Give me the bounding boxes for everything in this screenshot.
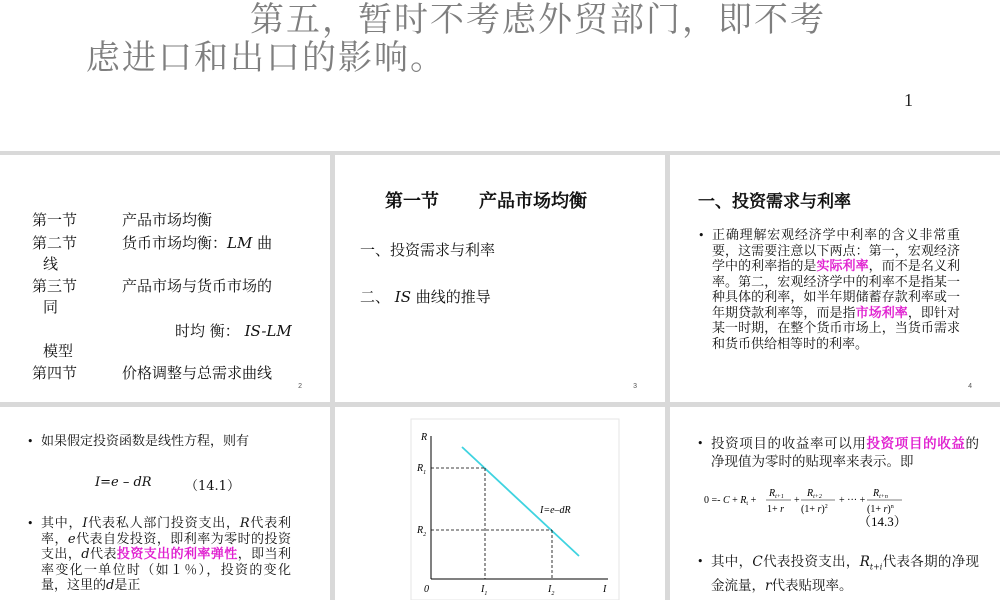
equation-number: （14.3） (858, 514, 907, 529)
para-text: 代表投资支出， (762, 554, 860, 570)
toc-text: 曲 (257, 234, 273, 252)
para-text: 代表私人部门投资支出， (87, 516, 240, 531)
toc-cont: 线 (43, 255, 59, 273)
slide-title (385, 187, 587, 213)
toc-text: 产品市场与货币市场的 (122, 277, 273, 295)
toc-row (32, 363, 273, 384)
npv-formula (670, 482, 1000, 542)
para-text: 代表贴现率。 (771, 577, 853, 594)
highlight-text: 投资项目的收益 (866, 436, 966, 452)
r1-label: $R_1$ (417, 463, 427, 476)
para-text: 代表自发投资，即利率为零时的投资支出， (41, 531, 291, 562)
toc-row (32, 276, 273, 297)
para-math: e (67, 531, 76, 547)
para-text: 其中， (711, 554, 753, 570)
svg-text:(1+ r)2: $(1+ r)^2$ (801, 504, 828, 515)
slide-title: 一、投资需求与利率 (698, 192, 851, 212)
para-text: 其中， (41, 516, 83, 531)
i2-label: $I_2$ (548, 584, 555, 597)
para-text: ，即当利率变化一单位时（如１％），投资的变化量，这里的 (41, 547, 291, 593)
para-math: I (82, 516, 88, 531)
title-text: 产品市场均衡 (479, 191, 587, 212)
item-text: 二、 (360, 288, 391, 306)
svg-text:Rt+2: $R_{t+2}$ (807, 488, 822, 500)
item-math: IS (394, 288, 411, 306)
para-text: ，即针对某一时期，在整个货币市场上，当货币需求和货币供给相等时的利率。 (712, 305, 960, 352)
para-text: 代表利率， (41, 516, 291, 547)
toc-text: 产品市场均衡 (122, 211, 213, 229)
x-axis-label: I (603, 584, 607, 595)
para-text: 是正 (114, 578, 141, 593)
svg-text:1+ r: 1+ r (767, 504, 785, 515)
origin-label: 0 (424, 584, 429, 595)
toc-math: LM (227, 234, 253, 252)
toc-text: 时均 衡： (175, 322, 240, 340)
toc-text: 货币市场均衡： (122, 234, 228, 252)
svg-text:Rt+1: $R_{t+1}$ (769, 488, 784, 500)
outline-item: 一、投资需求与利率 (360, 241, 496, 259)
bullet-paragraph (711, 435, 979, 471)
highlight-text: 投资支出的利率弹性 (116, 547, 238, 562)
slide-thumbnail-6[interactable] (335, 407, 665, 600)
toc-section: 第三节 (32, 277, 78, 295)
bullet-paragraph: • 如果假定投资函数是线性方程，则有 (41, 434, 301, 450)
toc-cont: 同 (43, 298, 59, 316)
toc-math: IS-LM (244, 322, 292, 340)
title-section: 第一节 (385, 191, 439, 212)
toc-cont: 模型 (43, 342, 74, 360)
line-label: I=e–dR (540, 505, 571, 516)
para-math: d (81, 547, 90, 562)
svg-text:(1+ r)n: $(1+ r)^n$ (867, 504, 894, 515)
svg-text:Rt+n: $R_{t+n}$ (873, 488, 888, 500)
page-number: 1 (904, 90, 913, 110)
toc-cont (175, 321, 292, 342)
para-text: 的净现值为零时的贴现率来表示。即 (711, 436, 980, 470)
slide-text-line: 虑进口和出口的影响。 (86, 38, 446, 78)
slide-text-line: 第五，暂时不考虑外贸部门，即不考 (250, 0, 826, 40)
equation-number: （14.1） (185, 479, 240, 494)
highlight-text: 市场利率 (855, 305, 908, 321)
para-math: R (239, 516, 250, 531)
y-axis-label: R (421, 432, 428, 443)
bullet-paragraph (712, 228, 960, 352)
equation (95, 475, 152, 490)
bullet-paragraph (41, 516, 291, 594)
slide-thumbnail-4[interactable] (670, 155, 1000, 402)
toc-section: 第四节 (32, 364, 78, 382)
top-slide (0, 0, 1000, 151)
para-math: r (765, 577, 772, 594)
para-sub: t+i (869, 562, 883, 572)
svg-text:+: + (794, 495, 800, 506)
item-text: 曲线的推导 (415, 288, 491, 306)
investment-diagram (335, 407, 665, 600)
page-number: 2 (298, 383, 302, 390)
para-math: C (752, 554, 763, 570)
equation-text: I=e – dR (95, 475, 152, 490)
para-text: 代表各期的净现金流量， (711, 554, 980, 594)
toc-section: 第一节 (32, 211, 78, 229)
slide-thumbnail-5[interactable] (0, 407, 330, 600)
diagram-frame (411, 419, 619, 600)
outline-item (360, 286, 491, 307)
svg-text:+ ··· +: + ··· + (839, 495, 866, 506)
para-text: 投资项目的收益率可以用 (711, 436, 867, 452)
toc-row (32, 210, 213, 231)
toc-row (32, 233, 273, 254)
page-number: 3 (633, 383, 637, 390)
para-text: ，而不是名义利率。第二，宏观经济学中的利率不是指某一种具体的利率，如半年期储蓄存款利率或一年期贷款利率等，而是指 (712, 259, 960, 321)
i1-label: $I_1$ (481, 584, 488, 597)
para-math: R (859, 554, 870, 570)
highlight-text: 实际利率 (816, 259, 869, 274)
bullet-paragraph (711, 553, 979, 595)
toc-text: 价格调整与总需求曲线 (122, 364, 273, 382)
slide-thumbnail-7[interactable] (670, 407, 1000, 600)
para-text: 代表 (89, 547, 117, 562)
toc-section: 第二节 (32, 234, 78, 252)
para-math: d (106, 578, 115, 593)
slide-thumbnail-3[interactable] (335, 155, 665, 402)
para-text: 正确理解宏观经济学中利率的含义非常重要，这需要注意以下两点：第一，宏观经济学中的利率指的是 (712, 228, 960, 274)
slide-thumbnail-2[interactable] (0, 155, 330, 402)
page-number: 4 (968, 383, 972, 390)
svg-text:0 =- C + Rt +: $0 =- C + R_t$ + (704, 495, 757, 507)
r2-label: $R_2$ (417, 525, 427, 538)
